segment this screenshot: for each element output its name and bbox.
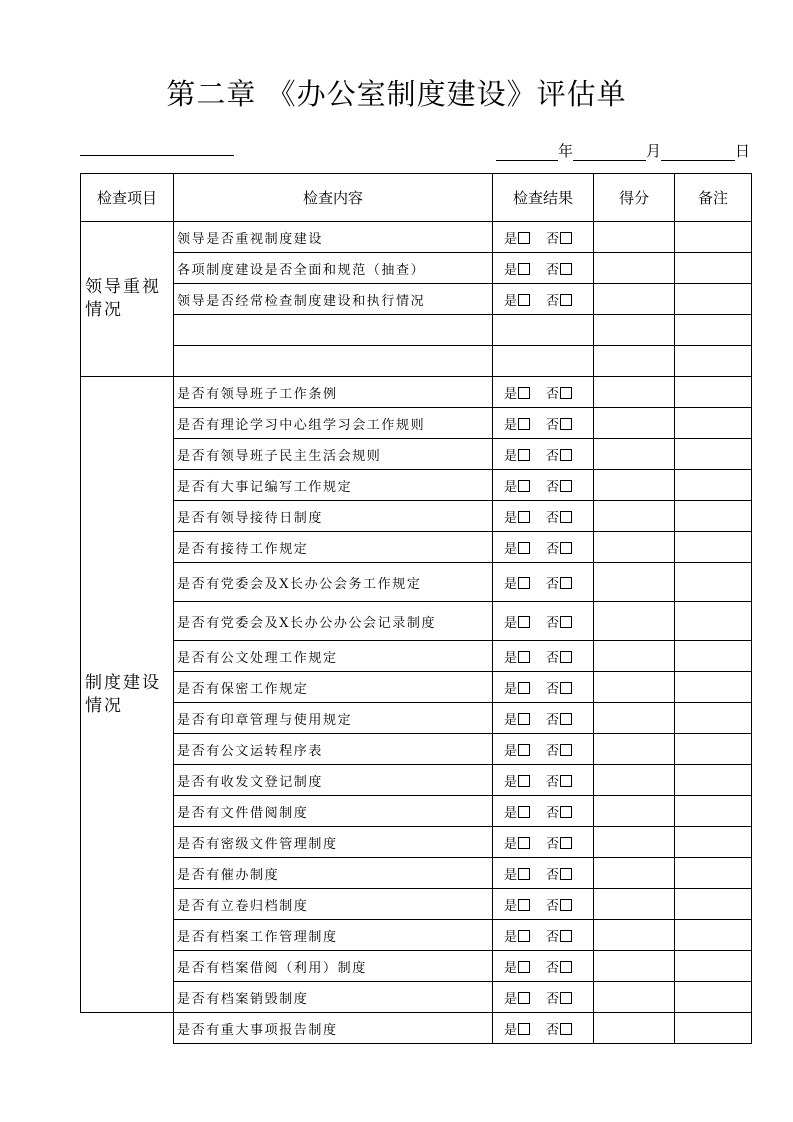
no-label: 否 [546,991,560,1007]
score-cell[interactable] [594,346,675,377]
no-checkbox[interactable] [560,1023,572,1035]
category-cell-leadership [81,222,174,377]
score-cell[interactable] [594,315,675,346]
yes-checkbox[interactable] [518,616,530,628]
remark-cell[interactable] [675,765,752,796]
check-content: 是否有印章管理与使用规定 [174,703,493,734]
remark-cell[interactable] [675,1013,752,1044]
check-result [493,641,594,672]
table-row [81,827,752,858]
table-row [81,439,752,470]
category-name-line1: 制度建设 [85,672,161,693]
check-content: 是否有档案销毁制度 [174,982,493,1013]
no-checkbox[interactable] [560,775,572,787]
yes-label: 是 [504,541,518,557]
check-content: 是否有档案工作管理制度 [174,920,493,951]
score-cell[interactable] [594,641,675,672]
table-row [81,346,752,377]
remark-cell[interactable] [675,858,752,889]
check-content: 是否有公文运转程序表 [174,734,493,765]
check-content: 领导是否重视制度建设 [174,222,493,253]
yes-checkbox[interactable] [518,837,530,849]
yes-label: 是 [504,1022,518,1038]
check-result [493,346,594,377]
score-cell[interactable] [594,602,675,641]
yes-label: 是 [504,386,518,402]
remark-cell[interactable] [675,827,752,858]
check-content: 是否有领导班子工作条例 [174,377,493,408]
no-label: 否 [546,510,560,526]
no-label: 否 [546,576,560,592]
score-cell[interactable] [594,377,675,408]
score-cell[interactable] [594,672,675,703]
remark-cell[interactable] [675,346,752,377]
check-result [493,765,594,796]
table-row [81,1013,752,1044]
no-checkbox[interactable] [560,806,572,818]
check-content: 是否有档案借阅（利用）制度 [174,951,493,982]
remark-cell[interactable] [675,563,752,602]
yes-checkbox[interactable] [518,775,530,787]
remark-cell[interactable] [675,253,752,284]
category-name-line2: 情况 [85,695,123,716]
check-content: 是否有党委会及X长办公会务工作规定 [174,563,493,602]
score-cell[interactable] [594,222,675,253]
table-row [81,765,752,796]
remark-cell[interactable] [675,641,752,672]
score-cell[interactable] [594,703,675,734]
score-cell[interactable] [594,858,675,889]
remark-cell[interactable] [675,920,752,951]
check-content: 是否有保密工作规定 [174,672,493,703]
yes-label: 是 [504,262,518,278]
month-label: 月 [645,142,661,160]
check-result [493,470,594,501]
no-checkbox[interactable] [560,577,572,589]
table-row [81,315,752,346]
score-cell[interactable] [594,532,675,563]
table-body [81,222,752,1044]
yes-checkbox[interactable] [518,961,530,973]
remark-cell[interactable] [675,470,752,501]
no-label: 否 [546,743,560,759]
check-content: 是否有接待工作规定 [174,532,493,563]
yes-checkbox[interactable] [518,418,530,430]
score-cell[interactable] [594,439,675,470]
check-content: 是否有文件借阅制度 [174,796,493,827]
yes-checkbox[interactable] [518,651,530,663]
table-row [81,703,752,734]
remark-cell[interactable] [675,796,752,827]
table-row [81,982,752,1013]
check-result [493,982,594,1013]
check-content: 是否有理论学习中心组学习会工作规则 [174,408,493,439]
check-content: 各项制度建设是否全面和规范（抽查） [174,253,493,284]
yes-label: 是 [504,576,518,592]
table-row [81,858,752,889]
score-cell[interactable] [594,920,675,951]
no-checkbox[interactable] [560,542,572,554]
no-label: 否 [546,615,560,631]
no-checkbox[interactable] [560,294,572,306]
check-result [493,284,594,315]
check-result [493,532,594,563]
no-label: 否 [546,960,560,976]
check-content: 是否有领导接待日制度 [174,501,493,532]
header-item: 检查项目 [81,174,174,222]
month-blank[interactable] [573,145,646,161]
check-result [493,563,594,602]
no-label: 否 [546,774,560,790]
no-checkbox[interactable] [560,992,572,1004]
check-result [493,222,594,253]
score-cell[interactable] [594,796,675,827]
no-label: 否 [546,448,560,464]
check-result [493,672,594,703]
no-checkbox[interactable] [560,449,572,461]
no-label: 否 [546,1022,560,1038]
remark-cell[interactable] [675,602,752,641]
check-result [493,439,594,470]
score-cell[interactable] [594,253,675,284]
no-label: 否 [546,262,560,278]
no-checkbox[interactable] [560,868,572,880]
check-result [493,377,594,408]
yes-checkbox[interactable] [518,542,530,554]
score-cell[interactable] [594,765,675,796]
no-checkbox[interactable] [560,899,572,911]
no-checkbox[interactable] [560,418,572,430]
check-content: 是否有密级文件管理制度 [174,827,493,858]
remark-cell[interactable] [675,889,752,920]
check-content: 是否有立卷归档制度 [174,889,493,920]
remark-cell[interactable] [675,284,752,315]
no-label: 否 [546,898,560,914]
no-checkbox[interactable] [560,387,572,399]
table-row [81,796,752,827]
no-label: 否 [546,479,560,495]
yes-label: 是 [504,836,518,852]
remark-cell[interactable] [675,377,752,408]
table-row [81,222,752,253]
yes-checkbox[interactable] [518,713,530,725]
yes-checkbox[interactable] [518,868,530,880]
remark-cell[interactable] [675,703,752,734]
remark-cell[interactable] [675,222,752,253]
yes-checkbox[interactable] [518,899,530,911]
unit-blank[interactable] [80,140,234,156]
score-cell[interactable] [594,889,675,920]
remark-cell[interactable] [675,672,752,703]
check-result [493,920,594,951]
no-label: 否 [546,417,560,433]
yes-label: 是 [504,650,518,666]
check-result [493,602,594,641]
check-content: 是否有重大事项报告制度 [174,1013,493,1044]
check-result [493,408,594,439]
day-blank[interactable] [661,145,735,161]
no-checkbox[interactable] [560,263,572,275]
yes-label: 是 [504,805,518,821]
remark-cell[interactable] [675,951,752,982]
date-fields [496,140,750,161]
yes-label: 是 [504,774,518,790]
yes-checkbox[interactable] [518,930,530,942]
check-content [174,315,493,346]
table-row [81,920,752,951]
check-result [493,1013,594,1044]
table-row [81,408,752,439]
date-line [80,140,750,160]
yes-label: 是 [504,448,518,464]
yes-label: 是 [504,681,518,697]
yes-checkbox[interactable] [518,744,530,756]
category-name-line2: 情况 [85,300,123,320]
check-content: 是否有领导班子民主生活会规则 [174,439,493,470]
remark-cell[interactable] [675,315,752,346]
score-cell[interactable] [594,563,675,602]
no-checkbox[interactable] [560,744,572,756]
remark-cell[interactable] [675,408,752,439]
yes-label: 是 [504,743,518,759]
no-label: 否 [546,929,560,945]
no-checkbox[interactable] [560,930,572,942]
yes-checkbox[interactable] [518,387,530,399]
yes-label: 是 [504,479,518,495]
no-label: 否 [546,231,560,247]
yes-label: 是 [504,898,518,914]
yes-label: 是 [504,991,518,1007]
score-cell[interactable] [594,470,675,501]
score-cell[interactable] [594,408,675,439]
remark-cell[interactable] [675,982,752,1013]
table-row [81,602,752,641]
check-content: 是否有催办制度 [174,858,493,889]
no-checkbox[interactable] [560,961,572,973]
yes-label: 是 [504,510,518,526]
header-content: 检查内容 [174,174,493,222]
no-label: 否 [546,541,560,557]
table-row [81,377,752,408]
check-content [174,346,493,377]
no-label: 否 [546,293,560,309]
yes-checkbox[interactable] [518,449,530,461]
no-checkbox[interactable] [560,682,572,694]
no-label: 否 [546,681,560,697]
no-checkbox[interactable] [560,651,572,663]
year-label: 年 [557,142,573,160]
table-row [81,470,752,501]
page-title: 第二章 《办公室制度建设》评估单 [166,77,627,111]
check-result [493,703,594,734]
no-checkbox[interactable] [560,232,572,244]
yes-label: 是 [504,867,518,883]
yes-checkbox[interactable] [518,992,530,1004]
header-score: 得分 [594,174,675,222]
check-content: 是否有党委会及X长办公办公会记录制度 [174,602,493,641]
yes-checkbox[interactable] [518,263,530,275]
check-content: 领导是否经常检查制度建设和执行情况 [174,284,493,315]
yes-checkbox[interactable] [518,1023,530,1035]
no-label: 否 [546,650,560,666]
no-label: 否 [546,867,560,883]
table-row [81,672,752,703]
check-result [493,889,594,920]
score-cell[interactable] [594,284,675,315]
category-cell-next [81,1013,174,1044]
check-result [493,501,594,532]
no-label: 否 [546,805,560,821]
check-result [493,734,594,765]
header-remark: 备注 [675,174,752,222]
check-content: 是否有收发文登记制度 [174,765,493,796]
no-checkbox[interactable] [560,480,572,492]
yes-checkbox[interactable] [518,682,530,694]
table-row [81,532,752,563]
no-label: 否 [546,836,560,852]
check-result [493,827,594,858]
category-cell-system [81,377,174,1013]
yes-checkbox[interactable] [518,232,530,244]
score-cell[interactable] [594,982,675,1013]
check-result [493,796,594,827]
yes-label: 是 [504,712,518,728]
table-row [81,563,752,602]
no-checkbox[interactable] [560,511,572,523]
score-cell[interactable] [594,827,675,858]
table-row [81,501,752,532]
no-checkbox[interactable] [560,616,572,628]
no-label: 否 [546,712,560,728]
no-label: 否 [546,386,560,402]
yes-label: 是 [504,417,518,433]
remark-cell[interactable] [675,501,752,532]
yes-checkbox[interactable] [518,806,530,818]
yes-checkbox[interactable] [518,577,530,589]
table-row [81,253,752,284]
remark-cell[interactable] [675,439,752,470]
yes-checkbox[interactable] [518,480,530,492]
header-result: 检查结果 [493,174,594,222]
evaluation-table [80,173,752,1044]
yes-label: 是 [504,960,518,976]
day-label: 日 [734,142,750,160]
check-content: 是否有大事记编写工作规定 [174,470,493,501]
no-checkbox[interactable] [560,713,572,725]
yes-label: 是 [504,293,518,309]
score-cell[interactable] [594,951,675,982]
table-row [81,889,752,920]
yes-label: 是 [504,231,518,247]
remark-cell[interactable] [675,532,752,563]
yes-label: 是 [504,929,518,945]
yes-label: 是 [504,615,518,631]
check-result [493,858,594,889]
header-row [81,174,752,222]
score-cell[interactable] [594,501,675,532]
table-row [81,951,752,982]
category-name-line1: 领导重视 [85,277,161,297]
table-row [81,284,752,315]
check-content: 是否有公文处理工作规定 [174,641,493,672]
yes-checkbox[interactable] [518,511,530,523]
year-blank[interactable] [496,145,558,161]
score-cell[interactable] [594,1013,675,1044]
check-result [493,951,594,982]
check-result [493,253,594,284]
yes-checkbox[interactable] [518,294,530,306]
table-row [81,734,752,765]
score-cell[interactable] [594,734,675,765]
check-result [493,315,594,346]
no-checkbox[interactable] [560,837,572,849]
table-row [81,641,752,672]
remark-cell[interactable] [675,734,752,765]
